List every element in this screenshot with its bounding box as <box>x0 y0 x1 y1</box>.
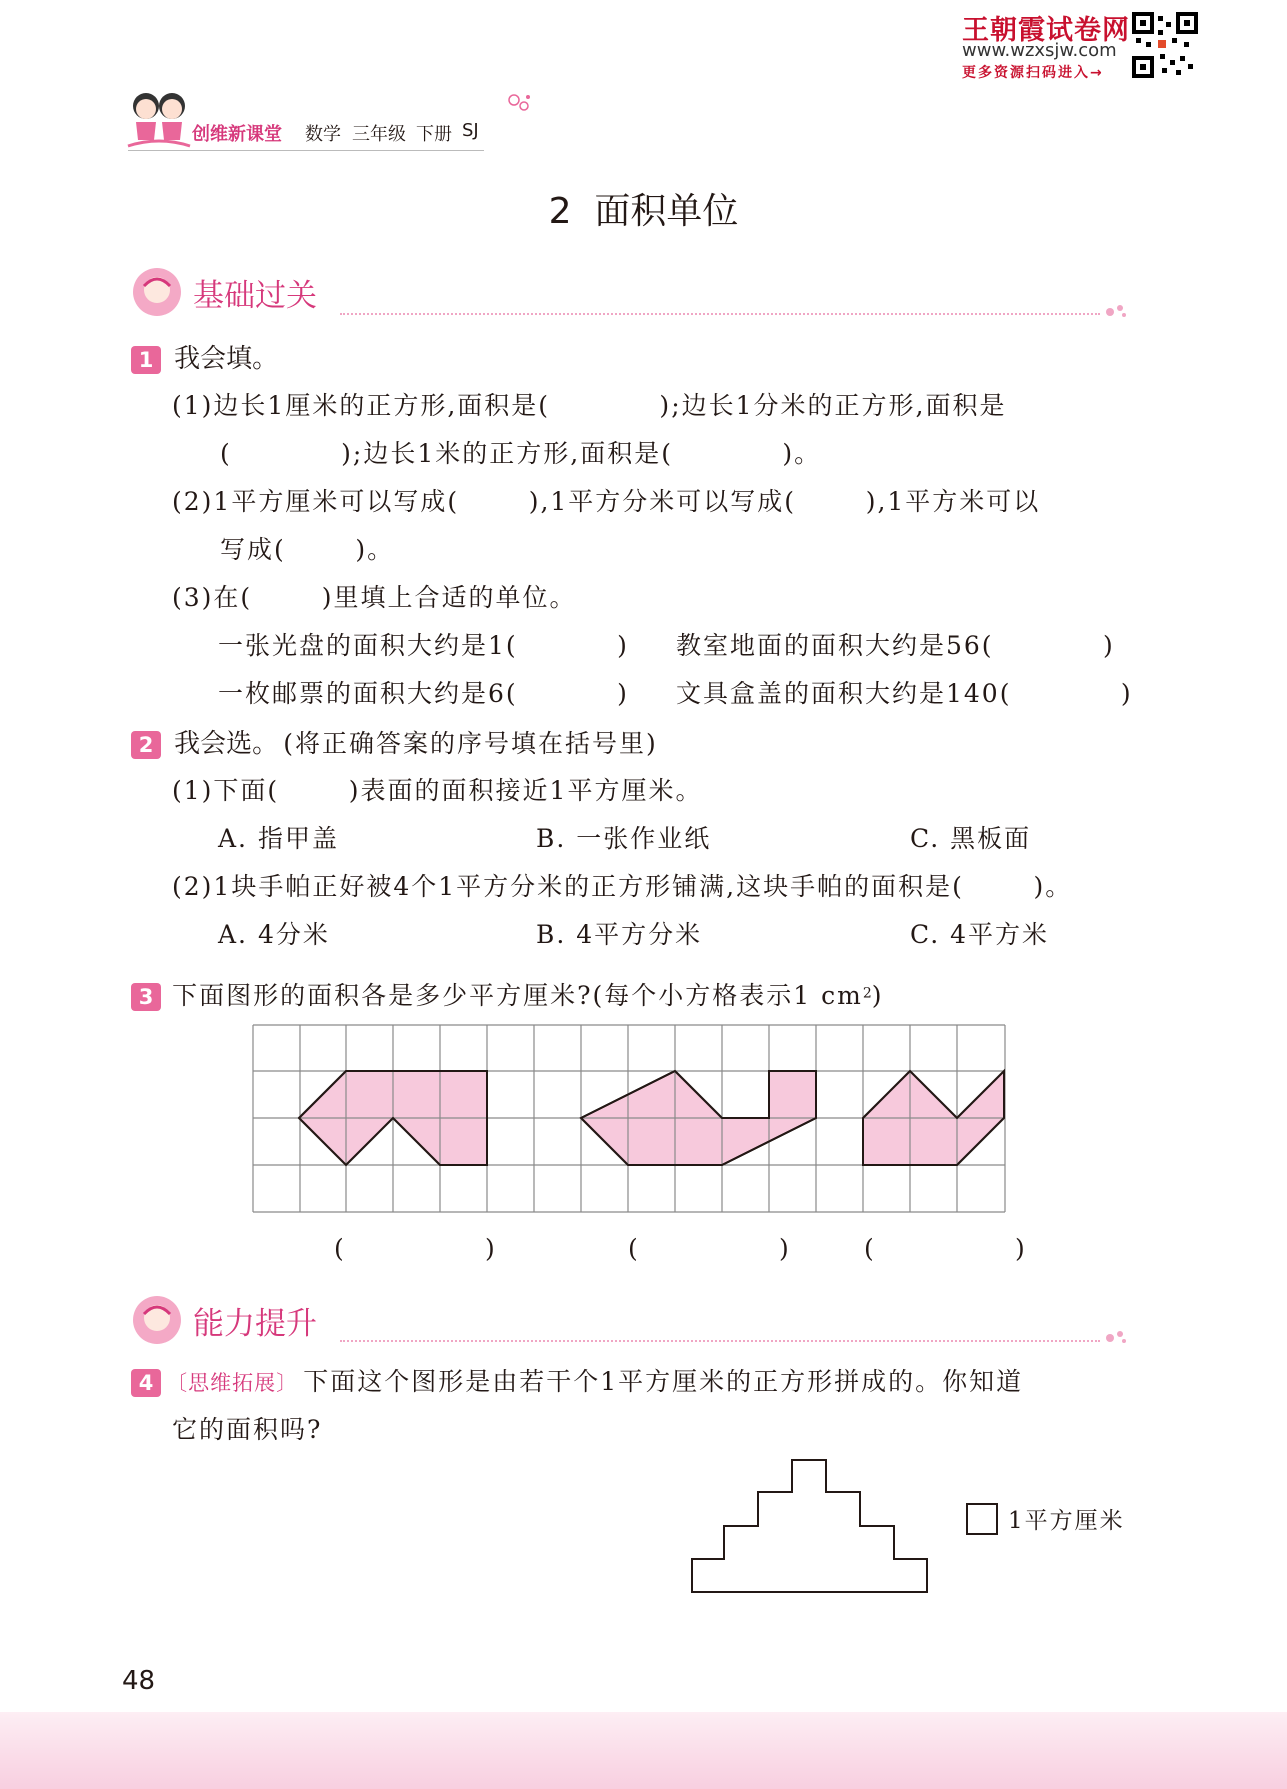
q3-close: ) <box>871 981 884 1010</box>
q3-grid-figure <box>252 1024 1006 1214</box>
q2-title: 我会选。 <box>174 729 279 759</box>
q2-hint: (将正确答案的序号填在括号里) <box>283 729 658 758</box>
page-number: 48 <box>122 1666 156 1696</box>
q1-part3-item-a: 一张光盘的面积大约是1( ) <box>218 631 629 660</box>
q2-part2-option-a: A. 4分米 <box>218 920 330 949</box>
dots-decoration-icon <box>1104 300 1128 320</box>
brand-name: 王朝霞试卷网 <box>962 15 1130 46</box>
q1-part3-item-c: 一枚邮票的面积大约是6( ) <box>218 679 629 708</box>
flower-decoration-icon <box>506 92 534 116</box>
q1-part1-line1: (1)边长1厘米的正方形,面积是( );边长1分米的正方形,面积是 <box>172 391 1007 420</box>
header-series: 创维新课堂 <box>192 124 282 145</box>
q1-part3: (3)在( )里填上合适的单位。 <box>172 583 577 612</box>
q3-answer-3[interactable]: ( ) <box>864 1234 1027 1263</box>
q3-answer-1[interactable]: ( ) <box>334 1234 497 1263</box>
kids-mascot-icon <box>124 88 194 152</box>
q1-part2-line2: 写成( )。 <box>220 535 395 564</box>
q1-header <box>131 338 278 375</box>
q4-text-line1: 下面这个图形是由若干个1平方厘米的正方形拼成的。你知道 <box>303 1367 1024 1396</box>
section-mascot-icon-2 <box>130 1294 184 1346</box>
q2-part1-option-a: A. 指甲盖 <box>218 824 339 853</box>
q1-part3-item-b: 教室地面的面积大约是56( ) <box>676 631 1115 660</box>
header-volume: 下册 <box>416 124 452 145</box>
q3-superscript: 2 <box>862 985 872 1002</box>
section-mascot-icon <box>130 266 184 318</box>
q2-part1-option-b: B. 一张作业纸 <box>536 824 712 853</box>
q2-part1-option-c: C. 黑板面 <box>910 824 1032 853</box>
lesson-title: 2 面积单位 <box>548 191 739 232</box>
dots-decoration-icon-2 <box>1104 1326 1128 1346</box>
q2-part2-option-b: B. 4平方分米 <box>536 920 703 949</box>
q3-text: 下面图形的面积各是多少平方厘米?(每个小方格表示1 cm <box>172 981 863 1010</box>
q4-number: 4 <box>131 1369 161 1397</box>
brand-slogan: 更多资源扫码进入→ <box>962 65 1104 81</box>
q4-legend-label: 1平方厘米 <box>1008 1508 1125 1534</box>
section-title-basic: 基础过关 <box>193 278 317 314</box>
q1-number: 1 <box>131 346 161 374</box>
section-divider-advanced <box>340 1340 1100 1342</box>
q3-answer-2[interactable]: ( ) <box>628 1234 791 1263</box>
q1-part1-line2: ( );边长1米的正方形,面积是( )。 <box>220 439 822 468</box>
header-divider <box>128 150 484 151</box>
q2-header <box>131 723 658 760</box>
q2-part2: (2)1块手帕正好被4个1平方分米的正方形铺满,这块手帕的面积是( )。 <box>172 872 1073 901</box>
qr-code-icon[interactable] <box>1132 12 1198 78</box>
q1-title: 我会填。 <box>174 344 279 374</box>
bottom-band <box>0 1712 1287 1789</box>
q4-tag: 〔思维拓展〕 <box>166 1371 299 1395</box>
header-grade: 三年级 <box>352 124 406 145</box>
q4-header <box>131 1362 1023 1398</box>
brand-url[interactable]: www.wzxsjw.com <box>962 40 1117 61</box>
header-subject: 数学 <box>305 124 341 145</box>
q4-text-line2: 它的面积吗? <box>172 1415 323 1444</box>
q1-part3-item-d: 文具盒盖的面积大约是140( ) <box>676 679 1133 708</box>
q4-staircase-figure <box>690 1458 930 1596</box>
section-divider-basic <box>340 313 1100 315</box>
q1-part2-line1: (2)1平方厘米可以写成( ),1平方分米可以写成( ),1平方米可以 <box>172 487 1041 516</box>
q3-number: 3 <box>131 983 161 1011</box>
q2-part2-option-c: C. 4平方米 <box>910 920 1050 949</box>
header-edition: SJ <box>462 120 479 141</box>
q2-part1: (1)下面( )表面的面积接近1平方厘米。 <box>172 776 703 805</box>
q3-header <box>131 976 884 1012</box>
q4-legend-square-icon <box>966 1503 998 1535</box>
q2-number: 2 <box>131 731 161 759</box>
section-title-advanced: 能力提升 <box>193 1306 317 1342</box>
